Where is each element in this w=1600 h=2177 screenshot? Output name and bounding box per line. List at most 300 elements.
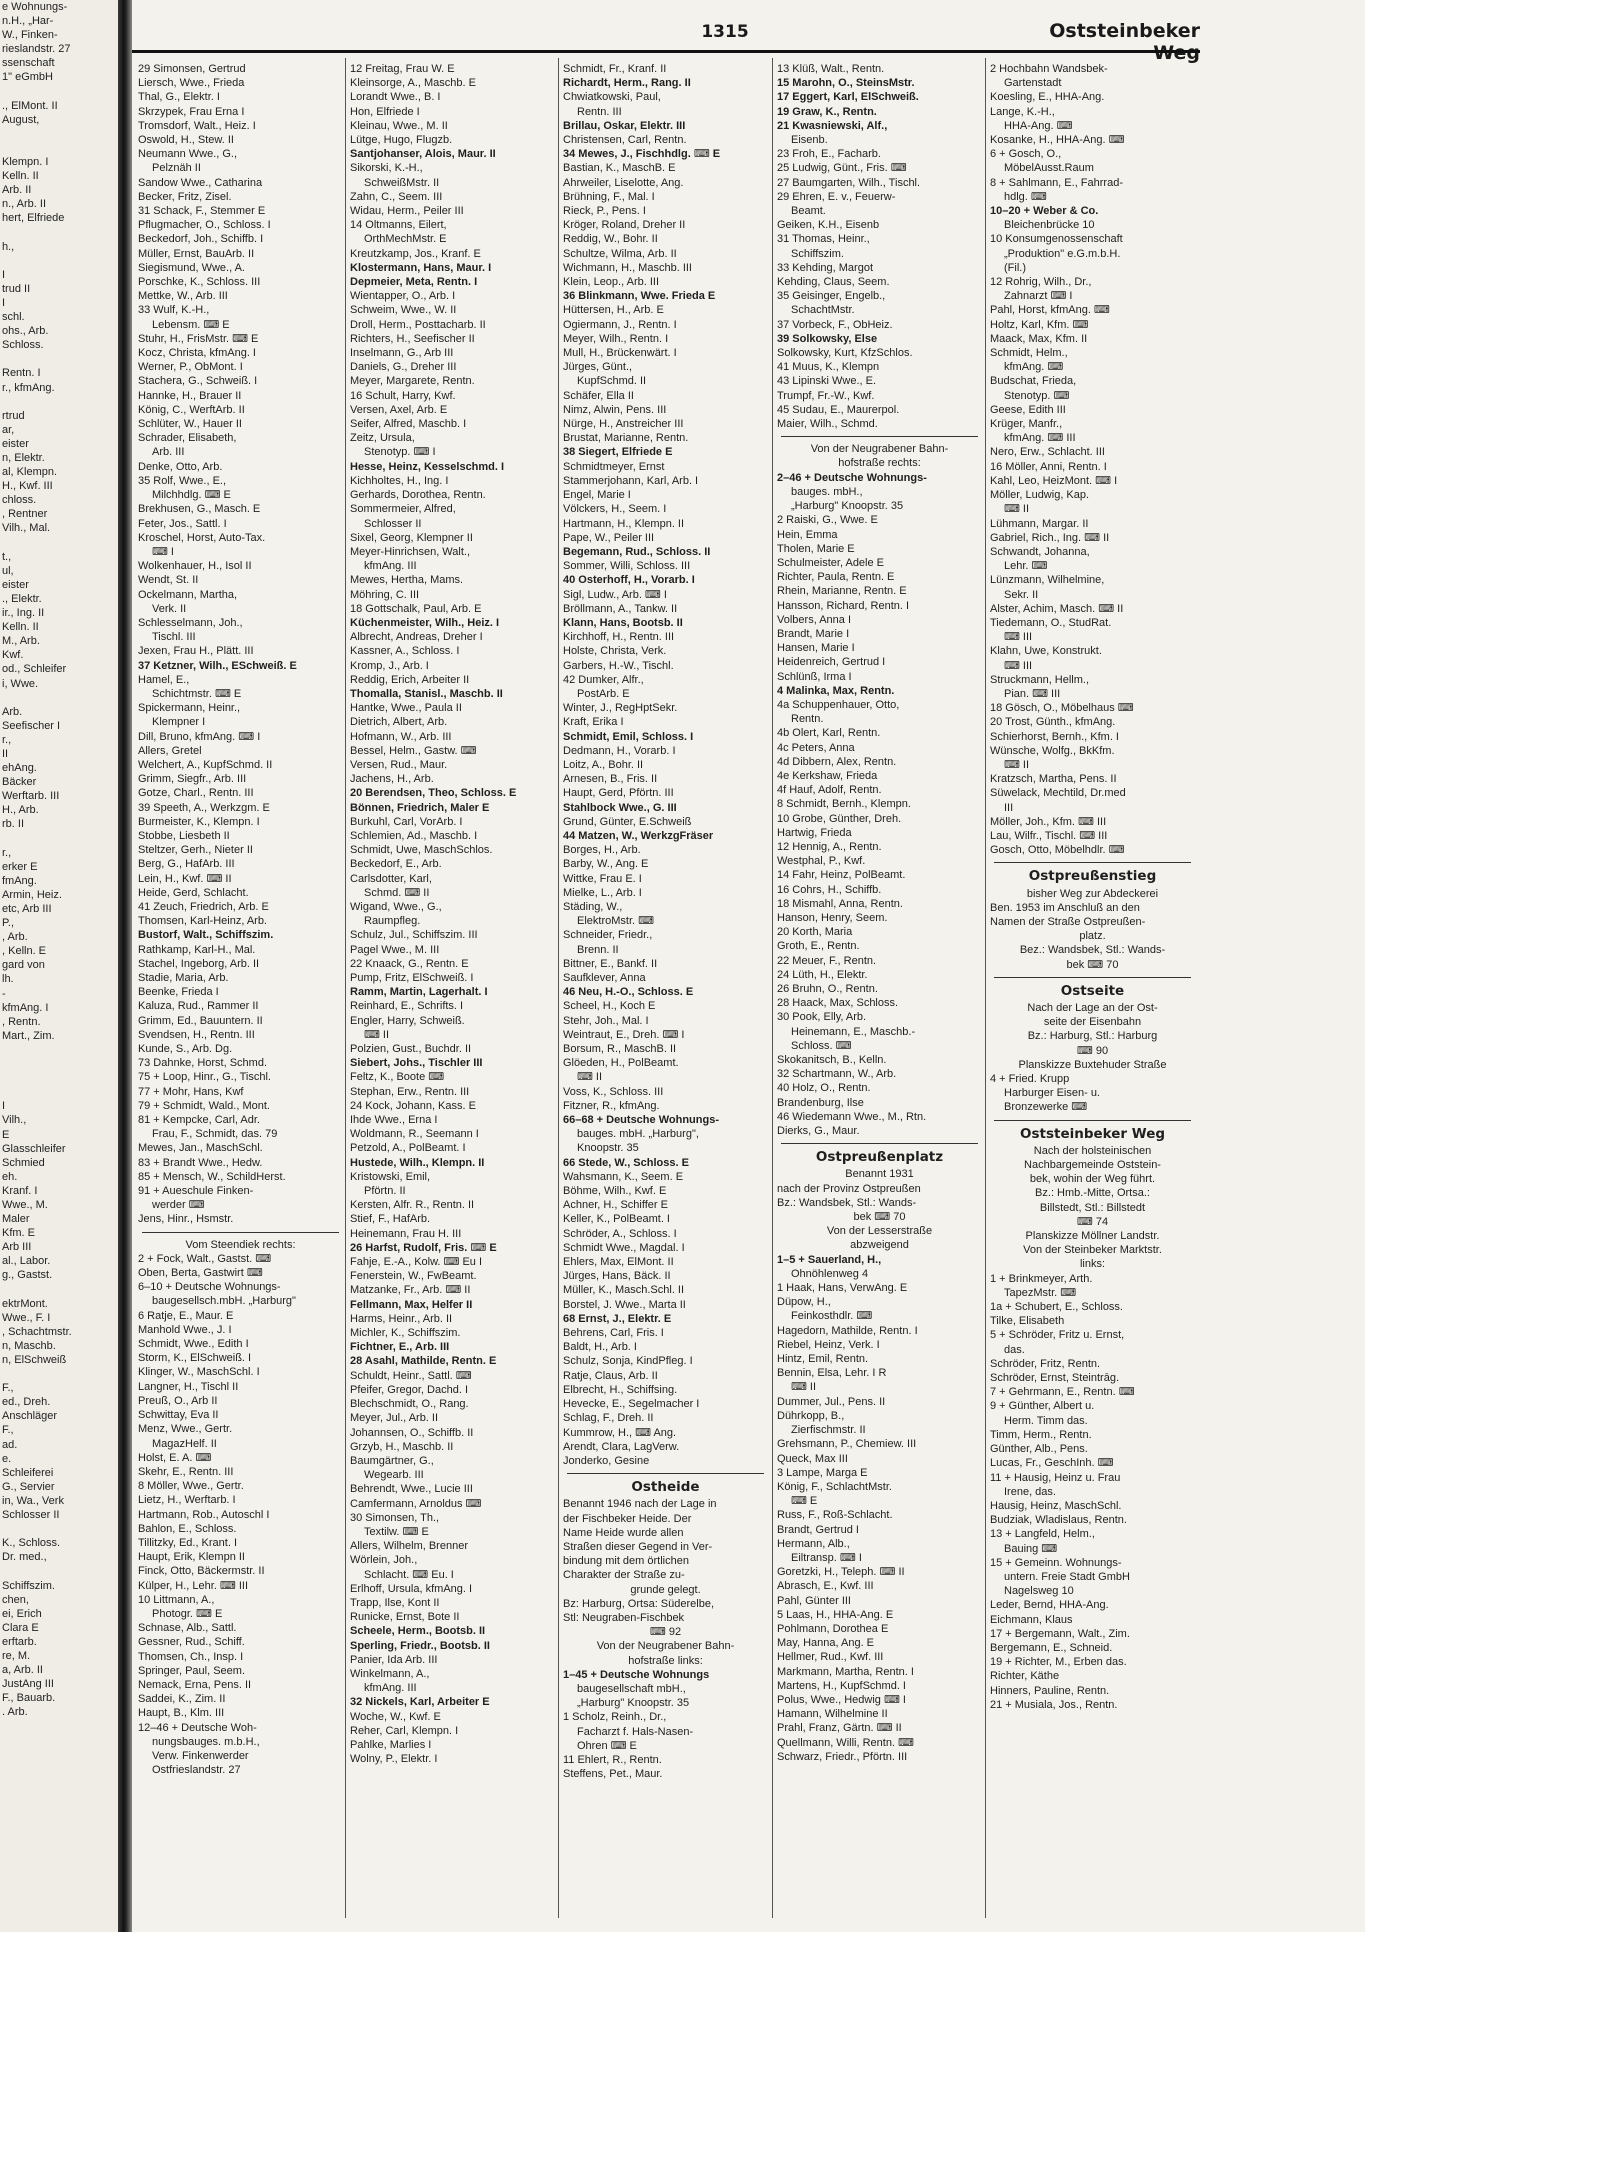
directory-entry: Skrzypek, Frau Erna I [138,105,245,118]
directory-entry: ⌨ II [364,1028,390,1041]
directory-entry: Benannt 1946 nach der Lage in [563,1498,717,1511]
prev-page-line: rtrud [2,409,25,422]
directory-entry: links: [1079,1258,1106,1271]
directory-entry: Jens, Hinr., Hsmstr. [138,1213,234,1226]
directory-entry: Barby, W., Ang. E [563,858,649,871]
directory-entry: Maier, Wilh., Schmd. [777,418,878,431]
prev-page-line: , Kelln. E [2,945,47,958]
directory-entry: 1 Scholz, Reinh., Dr., [563,1711,667,1724]
directory-entry: 33 Kehding, Margot [777,261,874,274]
directory-entry: Ahrweiler, Liselotte, Ang. [563,176,684,189]
directory-entry: Thomsen, Ch., Insp. I [138,1650,244,1663]
directory-entry: Zahn, C., Seem. III [350,190,443,203]
directory-entry: 39 Solkowsky, Else [777,332,878,345]
directory-entry: Haupt, Erik, Klempn II [138,1551,245,1564]
directory-entry: Matzanke, Fr., Arb. ⌨ II [350,1284,471,1297]
directory-entry: nach der Provinz Ostpreußen [777,1182,921,1195]
directory-entry: 73 Dahnke, Horst, Schmd. [138,1057,268,1070]
prev-page-line: n, ElSchweiß [2,1354,67,1366]
prev-page-line: F., [2,1382,14,1395]
directory-entry: 41 Zeuch, Friedrich, Arb. E [138,900,269,913]
directory-entry: Stammerjohann, Karl, Arb. I [563,474,699,487]
directory-entry: Kreutzkamp, Jos., Kranf. E [350,247,481,260]
directory-entry: Külper, H., Lehr. ⌨ III [138,1579,249,1592]
directory-entry: 4e Kerkshaw, Frieda [777,769,878,782]
directory-entry: 81 + Kempcke, Carl, Adr. [138,1114,260,1127]
directory-entry: ElektroMstr. ⌨ [577,915,654,928]
prev-page-line: Kelln. II [2,170,39,183]
directory-entry: 85 + Mensch, W., SchildHerst. [138,1170,286,1183]
directory-entry: III [1004,801,1014,814]
prev-page-line: e. [2,1452,12,1465]
directory-entry: Bessel, Helm., Gastw. ⌨ [350,744,477,757]
directory-entry: Hüttersen, H., Arb. E [563,304,664,317]
directory-entry: Bastian, K., MaschB. E [563,162,676,175]
directory-entry: Frau, F., Schmidt, das. 79 [152,1128,278,1141]
directory-entry: Wolny, P., Elektr. I [350,1753,438,1766]
directory-entry: 37 Ketzner, Wilh., ESchweiß. E [138,659,297,672]
directory-entry: 13 Klüß, Walt., Rentn. [777,63,885,75]
directory-entry: bisher Weg zur Abdeckerei [1026,887,1159,900]
directory-entry: Borges, H., Arb. [563,844,641,857]
directory-entry: Gessner, Rud., Schiff. [138,1636,245,1649]
column-separator [772,58,773,1918]
directory-entry: Reddig, Erich, Arbeiter II [350,673,470,686]
directory-entry: Budschat, Frieda, [990,375,1077,388]
directory-entry: Gerhards, Dorothea, Rentn. [350,489,486,502]
street-heading: Oststeinbeker Weg [1019,1125,1166,1142]
directory-entry: Pagel Wwe., M. III [350,943,440,956]
directory-entry: 37 Vorbeck, F., ObHeiz. [777,318,893,331]
prev-page-line: Vilh., Mal. [2,522,51,535]
directory-entry: nungsbauges. m.b.H., [152,1735,260,1748]
column-1 [138,62,343,1922]
directory-entry: Hevecke, E., Segelmacher I [563,1398,700,1411]
street-heading: Ostheide [631,1479,700,1496]
prev-page-line: t., [2,550,12,563]
directory-entry: 34 Mewes, J., Fischhdlg. ⌨ E [563,148,721,161]
directory-entry: 36 Blinkmann, Wwe. Frieda E [563,290,716,303]
directory-entry: Dill, Bruno, kfmAng. ⌨ I [138,730,261,743]
directory-entry: Blechschmidt, O., Rang. [350,1398,469,1411]
directory-entry: 8 Schmidt, Bernh., Klempn. [777,798,911,811]
directory-entry: Wendt, St. II [138,574,199,587]
prev-page-line: Kelln. II [2,621,39,634]
directory-entry: Vom Steendiek rechts: [185,1238,296,1251]
directory-entry: 1–45 + Deutsche Wohnungs [563,1668,710,1681]
directory-entry: Knoopstr. 35 [577,1142,639,1155]
prev-page-line: Wwe., M. [2,1198,48,1211]
prev-page-line: n, Maschb. [2,1339,56,1352]
directory-entry: 10–20 + Weber & Co. [990,205,1099,218]
directory-entry: PostArb. E [577,687,630,700]
directory-entry: Seifer, Alfred, Maschb. I [350,418,467,431]
prev-page-line [0,1043,118,1057]
prev-page-line: etc, Arb III [2,903,52,915]
directory-entry: Borstel, J. Wwe., Marta II [563,1298,686,1311]
directory-entry: Welchert, A., KupfSchmd. II [138,758,273,771]
directory-entry: Hansson, Richard, Rentn. I [777,599,910,612]
directory-entry: Nachbargemeinde Oststein- [1024,1159,1161,1172]
directory-entry: Harburger Eisen- u. [1004,1087,1100,1100]
directory-entry: Porschke, K., Schloss. III [138,276,261,289]
directory-entry: 16 Cohrs, H., Schiffb. [777,883,882,896]
directory-entry: Ratje, Claus, Arb. II [563,1369,658,1382]
directory-entry: Ramm, Martin, Lagerhalt. I [350,986,488,999]
directory-entry: Fahje, E.-A., Kolw. ⌨ Eu I [350,1256,483,1269]
directory-entry: 75 + Loop, Hinr., G., Tischl. [138,1071,271,1084]
column-2 [350,62,555,1922]
directory-entry: Beckedorf, Joh., Schiffb. I [138,233,264,246]
directory-entry: Stehr, Joh., Mal. I [563,1014,649,1027]
prev-page-line: n., Arb. II [2,198,47,211]
directory-entry: Von der Steinbeker Marktstr. [1023,1244,1162,1257]
directory-entry: Milchhdlg. ⌨ E [152,489,231,502]
directory-entry: kfmAng. III [364,560,417,573]
directory-entry: Scheel, H., Koch E [563,1000,656,1013]
prev-page-line [0,691,118,705]
directory-entry: Bauing ⌨ [1004,1542,1058,1555]
directory-entry: Küchenmeister, Wilh., Heiz. I [350,616,500,629]
directory-entry: Schnase, Alb., Sattl. [138,1622,237,1635]
prev-page-line: Arb. [2,705,23,718]
prev-page-line: - [2,987,6,1000]
directory-entry: Pahl, Günter III [777,1594,851,1607]
directory-entry: Allers, Gretel [138,744,202,757]
directory-entry: Straßen dieser Gegend in Ver- [563,1540,713,1553]
directory-entry: 14 Fahr, Heinz, PolBeamt. [777,869,906,882]
prev-page-line: Glasschleifer [2,1142,66,1155]
directory-entry: Goretzki, H., Teleph. ⌨ II [777,1566,905,1579]
directory-entry: Liersch, Wwe., Frieda [138,77,245,90]
directory-entry: Inselmann, G., Arb III [350,347,454,360]
prev-page-line: ul, [2,564,14,577]
directory-entry: Fenerstein, W., FwBeamt. [350,1270,477,1283]
directory-entry: Nürge, H., Anstreicher III [563,418,684,431]
prev-page-line: H., Arb. [2,804,39,817]
directory-entry: bauges. mbH., [791,485,863,498]
directory-entry: Christensen, Carl, Rentn. [563,134,687,147]
directory-entry: Schuldt, Heinr., Sattl. ⌨ [350,1369,472,1382]
directory-entry: Stadie, Maria, Arb. [138,972,229,984]
directory-entry: 10 Konsumgenossenschaft [990,233,1123,246]
street-heading: Ostseite [1060,982,1125,999]
directory-entry: Saddei, K., Zim. II [138,1693,226,1706]
directory-entry: Müller, K., Masch.Schl. II [563,1284,685,1297]
directory-entry: 8 Möller, Wwe., Gertr. [138,1480,244,1493]
directory-entry: Heide, Gerd, Schlacht. [138,886,249,899]
directory-entry: Steltzer, Gerh., Nieter II [138,844,253,857]
directory-entry: 12 Rohrig, Wilh., Dr., [990,276,1092,289]
directory-entry: Nemack, Erna, Pens. II [138,1678,252,1691]
prev-page-line: Anschläger [2,1410,58,1423]
directory-entry: Santjohanser, Alois, Maur. II [350,148,496,161]
prev-page-line: e Wohnungs- [2,1,68,13]
directory-entry: Ehlers, Max, ElMont. II [563,1256,674,1269]
prev-page-line: hert, Elfriede [2,212,65,225]
directory-entry: Volbers, Anna I [777,613,851,626]
directory-entry: 41 Muus, K., Klempn [777,361,880,374]
prev-page-line [0,395,118,409]
directory-entry: 42 Dumker, Alfr., [563,673,644,686]
directory-entry: 44 Matzen, W., WerkzgFräser [563,829,714,842]
directory-entry: Menz, Wwe., Gertr. [138,1423,233,1436]
header-rule [132,50,1200,53]
directory-entry: Kunde, S., Arb. Dg. [138,1043,233,1056]
directory-entry: Widau, Herm., Peiler III [350,205,464,218]
directory-entry: Sekr. II [1004,588,1039,601]
directory-entry: Schmidt, Helm., [990,347,1068,360]
directory-entry: Schmidt, Uwe, MaschSchlos. [350,844,493,857]
directory-entry: Wolkenhauer, H., Isol II [138,560,252,573]
prev-page-line: Klempn. I [2,156,49,169]
directory-entry: Heidenreich, Gertrud I [777,656,886,669]
directory-entry: 2 Hochbahn Wandsbek- [990,63,1108,75]
directory-entry: May, Hanna, Ang. E [777,1637,875,1650]
directory-entry: Bz.: Hmb.-Mitte, Ortsa.: [1035,1187,1150,1200]
directory-entry: Benannt 1931 [845,1168,914,1181]
prev-page-line: ., ElMont. II [2,99,58,112]
prev-page-line: II [2,747,9,760]
prev-page-line: r., [2,733,12,746]
directory-entry: ⌨ II [791,1381,817,1394]
directory-entry: Lau, Wilfr., Tischl. ⌨ III [990,829,1108,842]
prev-page-line: Dr. med., [2,1551,47,1564]
directory-entry: Hannke, H., Brauer II [138,389,242,402]
directory-entry: Rentn. III [577,105,622,118]
directory-entry: 12–46 + Deutsche Woh- [138,1721,257,1734]
directory-entry: Eiltransp. ⌨ I [791,1551,862,1564]
directory-entry: 10 Littmann, A., [138,1593,215,1606]
directory-entry: Kraft, Erika I [563,716,624,729]
directory-entry: 30 Pook, Elly, Arb. [777,1011,867,1024]
prev-page-line: g., Gastst. [2,1269,53,1282]
directory-entry: Woldmann, R., Seemann I [350,1128,479,1141]
directory-entry: 40 Holz, O., Rentn. [777,1082,871,1095]
directory-entry: Feter, Jos., Sattl. I [138,517,227,530]
directory-entry: Holtz, Karl, Kfm. ⌨ [990,318,1089,331]
directory-entry: Sigl, Ludw., Arb. ⌨ I [563,588,667,601]
directory-entry: Ockelmann, Martha, [138,588,238,601]
directory-entry: Langner, H., Tischl II [138,1380,239,1393]
directory-entry: Dierks, G., Maur. [777,1125,860,1138]
directory-entry: Tischl. III [152,631,196,644]
directory-entry: 4b Olert, Karl, Rentn. [777,727,881,740]
directory-entry: 18 Gösch, O., Möbelhaus ⌨ [990,702,1134,715]
directory-entry: 10 Grobe, Günther, Dreh. [777,812,902,825]
directory-entry: Grzyb, H., Maschb. II [350,1440,454,1453]
directory-entry: 22 Knaack, G., Rentn. E [350,957,469,970]
directory-entry: Harms, Heinr., Arb. II [350,1312,453,1325]
prev-page-line [0,85,118,99]
directory-entry: Kummrow, H., ⌨ Ang. [563,1426,677,1439]
prev-page-line: Schloss. [2,339,44,352]
directory-entry: Beckedorf, E., Arb. [350,858,442,871]
directory-entry: werder ⌨ [152,1199,205,1212]
directory-entry: Von der Neugrabener Bahn- [810,443,949,456]
directory-entry: 21 Kwasniewski, Alf., [777,119,888,132]
directory-entry: 2 Raiski, G., Wwe. E [777,514,878,527]
directory-entry: 25 Ludwig, Günt., Fris. ⌨ [777,162,907,175]
directory-entry: kfmAng. ⌨ [1004,361,1064,374]
directory-entry: der Fischbeker Heide. Der [563,1512,692,1525]
directory-entry: Schröder, A., Schloss. I [563,1227,677,1240]
directory-entry: 4c Peters, Anna [777,741,855,754]
prev-page-line: i, Wwe. [2,677,39,690]
directory-entry: Bleichenbrücke 10 [1004,219,1095,232]
prev-page-line: , Rentn. [2,1015,41,1028]
prev-page-line: W., Finken- [2,29,58,42]
directory-entry: Kocz, Christa, kfmAng. I [138,347,256,360]
directory-entry: 24 Kock, Johann, Kass. E [350,1099,476,1112]
directory-entry: Elbrecht, H., Schiffsing. [563,1383,678,1396]
directory-entry: Zierfischmstr. II [791,1424,866,1437]
directory-entry: 16 Schult, Harry, Kwf. [350,389,456,402]
directory-entry: Storm, K., ElSchweiß. I [138,1352,252,1365]
directory-entry: Chwiatkowski, Paul, [563,91,661,104]
prev-page-line: ohs., Arb. [2,325,49,338]
directory-entry: 6–10 + Deutsche Wohnungs- [138,1281,281,1294]
directory-entry: Nimz, Alwin, Pens. III [563,403,667,416]
directory-entry: König, C., WerftArb. II [138,403,245,416]
directory-entry: Quellmann, Willi, Rentn. ⌨ [777,1736,914,1749]
directory-entry: Lehr. ⌨ [1004,560,1048,573]
directory-entry: 46 Wiedemann Wwe., M., Rtn. [777,1110,927,1123]
directory-entry: 31 Thomas, Heinr., [777,233,870,246]
directory-entry: Stl: Neugraben-Fischbek [563,1611,685,1624]
directory-entry: Planskizze Möllner Landstr. [1025,1230,1160,1243]
directory-entry: Hamel, E., [138,673,190,686]
prev-page-line: Clara E [2,1621,39,1634]
directory-entry: bek ⌨ 70 [1066,958,1119,971]
directory-entry: Hon, Elfriede I [350,105,420,118]
directory-entry: Loitz, A., Bohr. II [563,758,644,771]
directory-entry: Holste, Christa, Verk. [563,645,667,658]
directory-entry: Timm, Herm., Rentn. [990,1428,1092,1441]
directory-entry: Pflugmacher, O., Schloss. I [138,219,271,232]
directory-entry: Siegismund, Wwe., A. [138,261,245,274]
directory-entry: Schloss. ⌨ [791,1039,852,1052]
directory-entry: 35 Geisinger, Engelb., [777,290,886,303]
previous-page-edge [0,0,118,1932]
directory-entry: Von der Neugrabener Bahn- [596,1640,735,1653]
prev-page-line: schl. [2,311,25,324]
directory-entry: „Harburg" Knoopstr. 35 [577,1697,690,1710]
directory-entry: Glöeden, H., PolBeamt. [563,1057,679,1070]
directory-entry: 6 Ratje, E., Maur. E [138,1309,234,1322]
directory-entry: Richter, Käthe [990,1670,1060,1683]
prev-page-line: Schiffszim. [2,1579,55,1592]
directory-entry: Alster, Achim, Masch. ⌨ II [990,602,1124,615]
directory-entry: Schwarz, Friedr., Pförtn. III [777,1750,908,1763]
prev-page-line: M., Arb. [2,635,40,648]
prev-page-line: Werftarb. III [2,790,60,803]
directory-entry: Trapp, Ilse, Kont II [350,1596,440,1609]
directory-entry: Scheele, Herm., Bootsb. II [350,1625,486,1638]
directory-entry: Stuhr, H., FrisMstr. ⌨ E [138,332,259,345]
directory-entry: Skokanitsch, B., Kelln. [777,1054,887,1067]
directory-entry: 30 Simonsen, Th., [350,1511,440,1524]
directory-entry: 24 Lüth, H., Elektr. [777,968,868,981]
directory-entry: Hein, Emma [777,528,838,541]
directory-entry: Weintraut, E., Dreh. ⌨ I [563,1028,685,1041]
prev-page-line [0,254,118,268]
directory-entry: Stahlbock Wwe., G. III [563,801,677,814]
directory-entry: Koesling, E., HHA-Ang. [990,91,1105,104]
directory-entry: Finck, Otto, Bäckermstr. II [138,1565,265,1578]
directory-entry: ⌨ 74 [1076,1215,1109,1228]
directory-entry: Schröder, Fritz, Rentn. [990,1357,1101,1370]
prev-page-line: K., Schloss. [2,1537,61,1550]
column-separator [558,58,559,1918]
directory-entry: 23 Froh, E., Facharb. [777,148,881,161]
directory-entry: Wegearb. III [364,1469,424,1482]
directory-entry: Jachens, H., Arb. [350,773,434,786]
directory-entry: Müller, Ernst, BauArb. II [138,247,255,260]
directory-entry: Mewes, Hertha, Mams. [350,574,464,587]
directory-entry: 13 + Langfeld, Helm., [990,1528,1095,1541]
directory-entry: Lorandt Wwe., B. I [350,91,441,104]
prev-page-line: Kwf. [2,649,24,662]
directory-entry: Achner, H., Schiffer E [563,1199,668,1212]
prev-page-line [0,1071,118,1085]
column-4 [777,62,982,1922]
directory-entry: Nach der Lage an der Ost- [1027,1002,1158,1014]
directory-entry: „Produktion" e.G.m.b.H. [1004,247,1121,260]
directory-entry: Bergemann, E., Schneid. [990,1641,1113,1654]
directory-entry: Sommermeier, Alfred, [350,503,456,516]
directory-entry: Becker, Fritz, Zisel. [138,190,232,203]
directory-entry: 17 Eggert, Karl, ElSchweiß. [777,91,919,104]
directory-entry: 20 Korth, Maria [777,926,853,939]
directory-entry: Engel, Marie I [563,489,631,502]
prev-page-line: Vilh., [2,1114,27,1127]
directory-entry: Jürges, Günt., [563,361,633,374]
section-rule [142,1232,339,1233]
directory-entry: Ostfrieslandstr. 27 [152,1764,241,1777]
directory-entry: Thal, G., Elektr. I [138,91,220,104]
directory-entry: Schichtmstr. ⌨ E [152,687,242,700]
directory-entry: Name Heide wurde allen [563,1526,684,1539]
directory-entry: Arnesen, B., Fris. II [563,773,658,786]
prev-page-line: Maler [2,1213,30,1226]
directory-entry: Kersten, Alfr. R., Rentn. II [350,1199,475,1212]
directory-entry: Hellmer, Rud., Kwf. III [777,1651,884,1664]
directory-entry: 28 Asahl, Mathilde, Rentn. E [350,1355,497,1368]
directory-entry: Abrasch, E., Kwf. III [777,1580,874,1593]
prev-page-line: E [2,1128,10,1141]
directory-entry: Planskizze Buxtehuder Straße [1018,1058,1167,1071]
directory-entry: Gotze, Charl., Rentn. III [138,787,254,800]
directory-entry: TapezMstr. ⌨ [1004,1286,1077,1299]
prev-page-line: ar, [2,423,15,436]
directory-entry: Charakter der Straße zu- [563,1569,685,1582]
directory-entry: 66 Stede, W., Schloss. E [563,1156,689,1169]
directory-entry: Möhring, C. III [350,588,420,601]
directory-entry: Photogr. ⌨ E [152,1607,223,1620]
directory-entry: Pförtn. II [364,1185,406,1198]
prev-page-line [0,832,118,846]
directory-entry: Pape, W., Peiler III [563,531,655,544]
directory-entry: Hartmann, Rob., Autoschl I [138,1508,270,1521]
directory-entry: Tillitzky, Ed., Krant. I [138,1536,238,1549]
directory-entry: Budziak, Wladislaus, Rentn. [990,1514,1127,1527]
prev-page-line [0,127,118,141]
directory-entry: Pelznäh II [152,162,201,175]
directory-entry: Werner, P., ObMont. I [138,361,243,374]
directory-entry: Arendt, Clara, LagVerw. [563,1440,680,1453]
directory-entry: Sixel, Georg, Klempner II [350,531,473,544]
